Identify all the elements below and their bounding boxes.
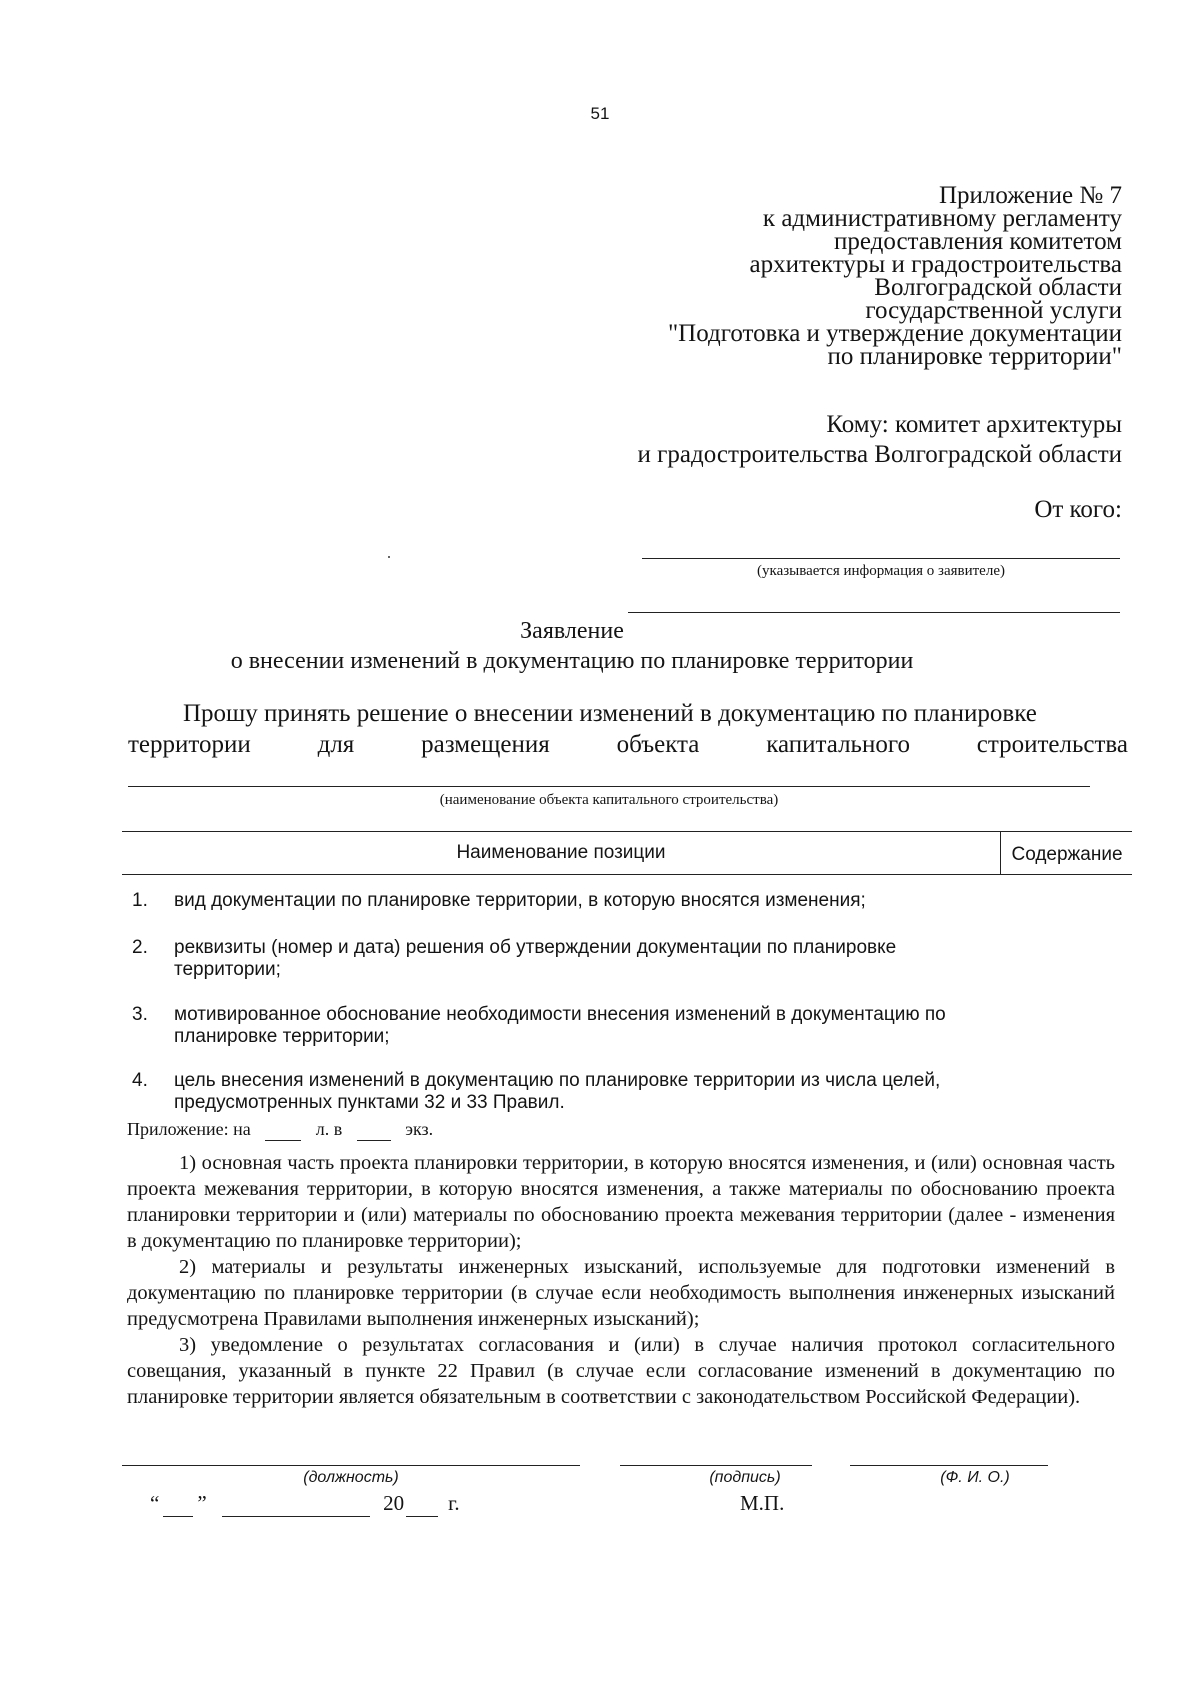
date-close-quote: ” xyxy=(197,1491,207,1515)
position-caption: (должность) xyxy=(303,1469,399,1486)
year-suffix: г. xyxy=(448,1491,460,1515)
table-header-border xyxy=(122,874,1132,875)
table-column-separator xyxy=(1000,831,1001,874)
signature-caption: (подпись) xyxy=(709,1469,781,1486)
table-row xyxy=(132,1004,1002,1048)
request-line-1: Прошу принять решение о внесении изменений в документацию по планировке xyxy=(183,700,1037,727)
header-line: архитектуры и градостроительства xyxy=(749,251,1122,278)
title-subtitle: о внесении изменений в документацию по планировке территории xyxy=(230,648,914,674)
request-line-2: территории для размещения объекта капитального строительства xyxy=(128,731,1128,758)
header-line: предоставления комитетом xyxy=(833,228,1122,255)
header-line: Приложение № 7 xyxy=(938,182,1122,209)
document-title xyxy=(120,616,1024,676)
position-line[interactable] xyxy=(122,1465,580,1466)
attachment-line xyxy=(127,1119,433,1141)
applicant-info-caption: (указывается информация о заявителе) xyxy=(757,563,1005,579)
row-number: 4. xyxy=(132,1070,148,1091)
year-field[interactable] xyxy=(406,1491,438,1517)
table-col-name-header: Наименование позиции xyxy=(456,842,666,863)
row-text: мотивированное обоснование необходимости внесения изменений в документацию по планировке территории; xyxy=(174,1004,946,1047)
row-text: реквизиты (номер и дата) решения об утверждении документации по планировке территории; xyxy=(174,937,897,980)
applicant-info-line-2[interactable] xyxy=(628,612,1120,613)
copies-count-field[interactable] xyxy=(357,1119,391,1141)
table-top-border xyxy=(122,831,1132,832)
header-line: к административному регламенту xyxy=(762,205,1122,232)
attachment-prefix: Приложение: на xyxy=(127,1119,251,1139)
row-text: цель внесения изменений в документацию по планировке территории из числа целей, предусмотренных пунктами 32 и 33 Правил. xyxy=(174,1070,941,1113)
date-open-quote: “ xyxy=(150,1491,160,1515)
applicant-info-line[interactable] xyxy=(642,558,1120,559)
object-name-caption: (наименование объекта капитального строительства) xyxy=(439,792,779,808)
page-number: 51 xyxy=(590,104,610,123)
request-text xyxy=(128,698,1128,760)
header-line: Волгоградской области xyxy=(874,274,1122,301)
table-row xyxy=(132,937,1002,981)
date-line xyxy=(150,1491,460,1517)
scan-speck xyxy=(388,556,390,558)
attachment-paragraph: 2) материалы и результаты инженерных изысканий, используемые для подготовки изменений в документацию по планировке территории (в случае если необходимость выполнения инженерных изысканий предусмотрена Правилами выполнения инженерных изысканий); xyxy=(127,1256,1115,1330)
title-line: Заявление xyxy=(520,618,624,644)
header-line: "Подготовка и утверждение документации xyxy=(667,320,1122,347)
stamp-place: М.П. xyxy=(740,1491,785,1515)
header-line: по планировке территории" xyxy=(827,343,1122,370)
addressee-line: и градостроительства Волгоградской области xyxy=(637,441,1122,468)
attachment-list xyxy=(127,1150,1115,1410)
attachment-mid: л. в xyxy=(315,1119,343,1139)
from-label: От кого: xyxy=(1034,496,1122,523)
table-col-content-header: Содержание xyxy=(1011,844,1123,865)
table-row xyxy=(132,1070,1002,1114)
day-field[interactable] xyxy=(163,1491,193,1517)
row-text: вид документации по планировке территории, в которую вносятся изменения; xyxy=(174,890,866,911)
attachment-paragraph: 1) основная часть проекта планировки территории, в которую вносятся изменения, и (или) основная часть проекта межевания территории, в которую вносятся изменения, а также материалы по обоснованию проекта планировки территории и (или) материалы по обоснованию проекта межевания территории (далее - изменения в документацию по планировке территории); xyxy=(127,1152,1115,1252)
row-number: 2. xyxy=(132,937,148,958)
attachment-paragraph: 3) уведомление о результатах согласования и (или) в случае наличия протокол согласительного совещания, указанный в пункте 22 Правил (в случае если согласование изменений в документацию по планировке территории является обязательным в соответствии с законодательством Российской Федерации). xyxy=(127,1334,1115,1408)
addressee-block xyxy=(502,410,1122,470)
appendix-header xyxy=(502,184,1122,368)
row-number: 3. xyxy=(132,1004,148,1025)
year-prefix: 20 xyxy=(383,1491,405,1515)
signature-line[interactable] xyxy=(620,1465,812,1466)
addressee-line: Кому: комитет архитектуры xyxy=(826,411,1122,438)
month-field[interactable] xyxy=(222,1491,370,1517)
row-number: 1. xyxy=(132,890,148,911)
sheets-count-field[interactable] xyxy=(265,1119,301,1141)
object-name-line[interactable] xyxy=(128,786,1090,787)
table-row xyxy=(132,890,1002,912)
full-name-line[interactable] xyxy=(850,1465,1048,1466)
header-line: государственной услуги xyxy=(865,297,1122,324)
full-name-caption: (Ф. И. О.) xyxy=(940,1469,1010,1486)
attachment-suffix: экз. xyxy=(405,1119,434,1139)
